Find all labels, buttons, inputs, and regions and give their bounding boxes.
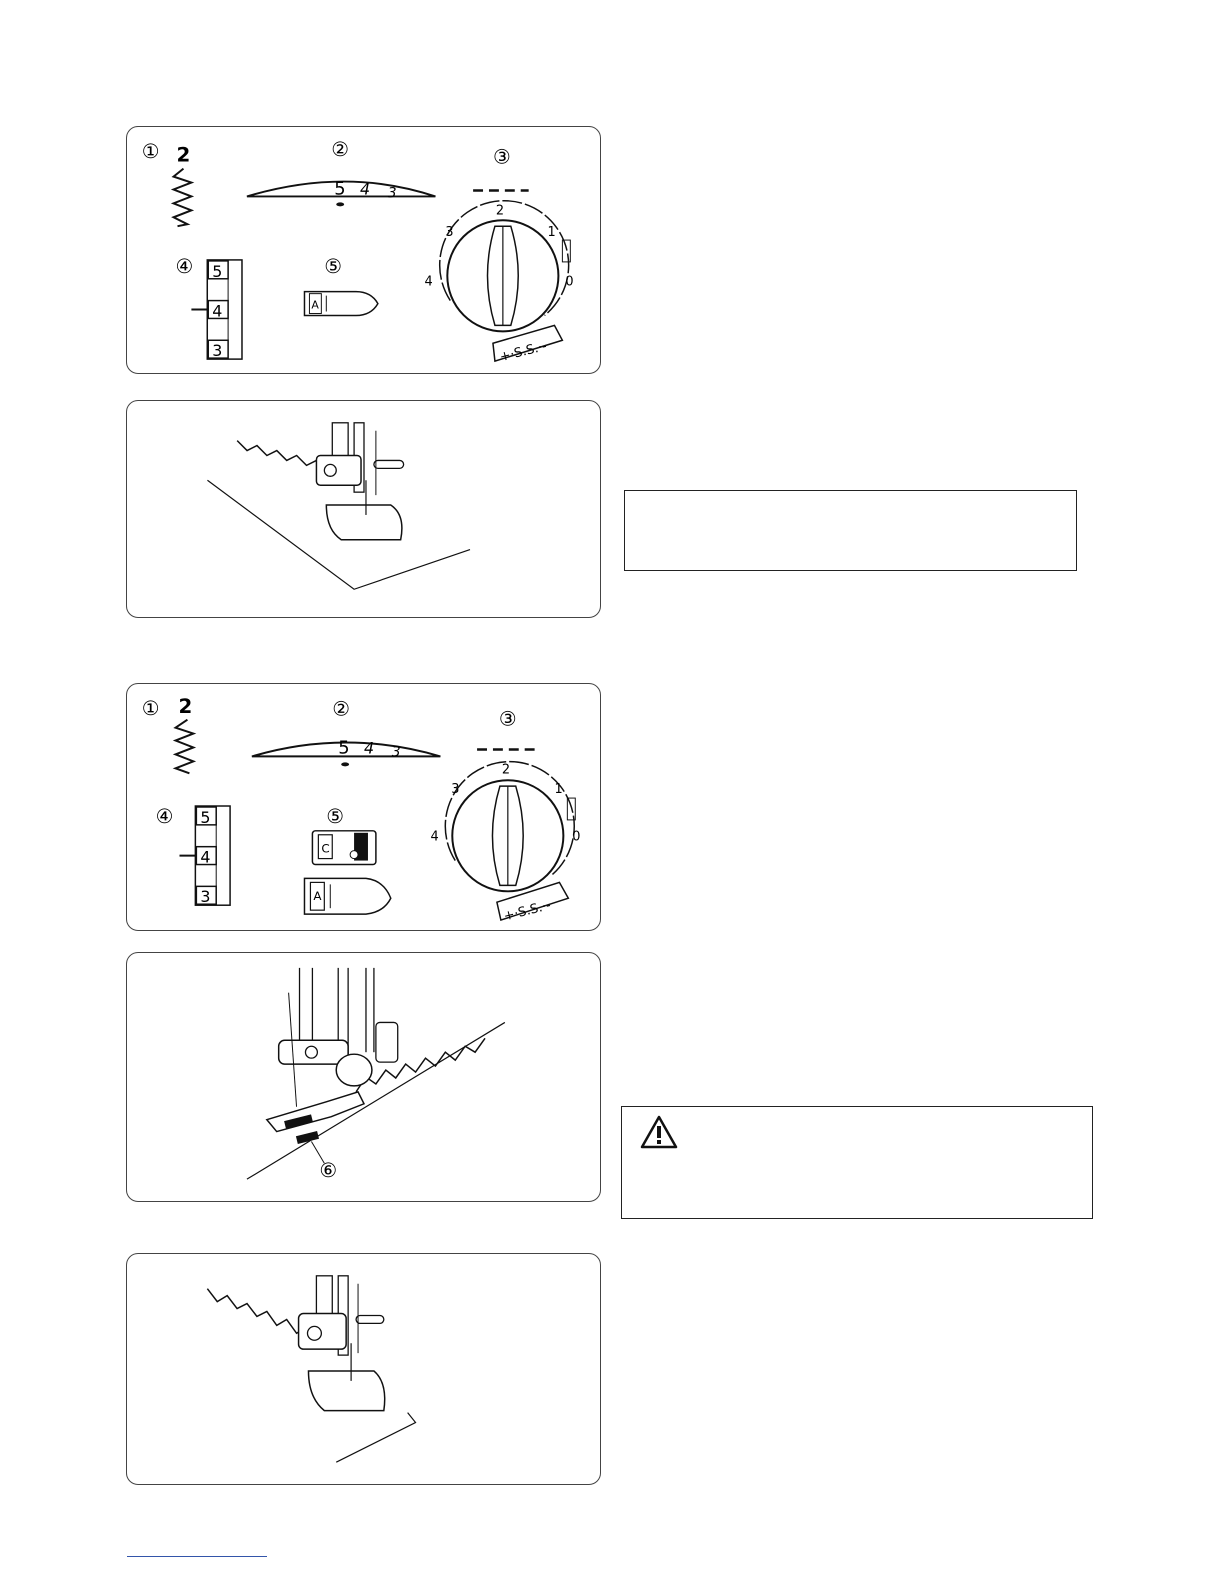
dial-number-4: 4 [424,274,433,290]
presser-foot-c-icon [312,831,375,865]
dial-number-0: 0 [572,829,581,845]
tension-digit-4: 4 [363,738,375,758]
stitch-length-dial [430,762,580,925]
tension-digit-3: 3 [391,744,401,761]
dial-number-1: 1 [554,782,563,798]
foot-letter-c: C [321,841,330,856]
sewing-illustration-panel-5 [126,1253,601,1485]
warning-triangle-icon [639,1114,679,1150]
callout-6: ⑥ [319,1159,338,1183]
ss-label: +·S.S.·- [498,338,549,366]
footer-rule [127,1556,267,1557]
stitch-length-dial [425,201,574,365]
presser-pressure-scale [191,260,242,360]
callout-3: ③ [498,707,517,731]
callout-1: ① [141,696,160,720]
dial-number-1: 1 [547,225,556,241]
scale-3: 3 [212,341,223,361]
tension-digit-5: 5 [334,178,346,200]
tension-digit-4: 4 [360,179,371,199]
callout-4: ④ [155,804,174,828]
settings-panel-1 [126,126,601,374]
dial-number-3: 3 [445,225,454,241]
tension-digit-5: 5 [338,737,350,759]
zigzag-pattern-icon [174,169,192,227]
presser-foot-icon [299,1276,385,1411]
overcast-presser-foot-icon [267,968,398,1163]
foot-letter-a: A [311,298,319,312]
dial-number-2: 2 [495,203,505,219]
overcast-foot-illustration [127,953,600,1201]
dial-number-4: 4 [430,829,439,845]
foot-letter-a: A [313,889,322,904]
scale-4: 4 [212,301,223,321]
dial-number-2: 2 [501,762,511,778]
callout-5: ⑤ [326,804,345,828]
presser-foot-icon [316,423,403,540]
settings-illustration-3 [127,684,600,930]
callout-4: ④ [175,254,194,278]
settings-panel-3 [126,683,601,931]
note-box [624,490,1077,571]
scale-3: 3 [200,887,211,907]
presser-pressure-scale [179,806,230,906]
sewing-illustration-panel-4 [126,952,601,1202]
scale-4: 4 [200,847,211,867]
zigzag-pattern-icon [176,720,194,774]
warning-box [621,1106,1093,1219]
tension-digit-3: 3 [387,185,397,202]
presser-foot-a-icon [304,878,390,914]
sewing-zigzag-illustration-2 [127,1254,600,1484]
fabric-outline [336,1413,415,1463]
presser-foot-a-icon [304,292,377,316]
dial-number-0: 0 [565,274,574,290]
dial-number-3: 3 [451,782,460,798]
callout-3: ③ [492,145,511,169]
scale-5: 5 [200,807,211,827]
callout-1: ① [141,139,160,163]
callout-2: ② [332,697,351,721]
scale-5: 5 [212,261,223,281]
sewing-illustration-panel-2 [126,400,601,618]
sewing-zigzag-illustration [127,401,600,617]
callout-2: ② [331,137,350,161]
settings-illustration-1 [127,127,600,373]
pattern-number: 2 [176,143,191,167]
ss-label: +·S.S.·- [502,898,553,925]
pattern-number: 2 [178,694,193,718]
callout-5: ⑤ [324,254,343,278]
